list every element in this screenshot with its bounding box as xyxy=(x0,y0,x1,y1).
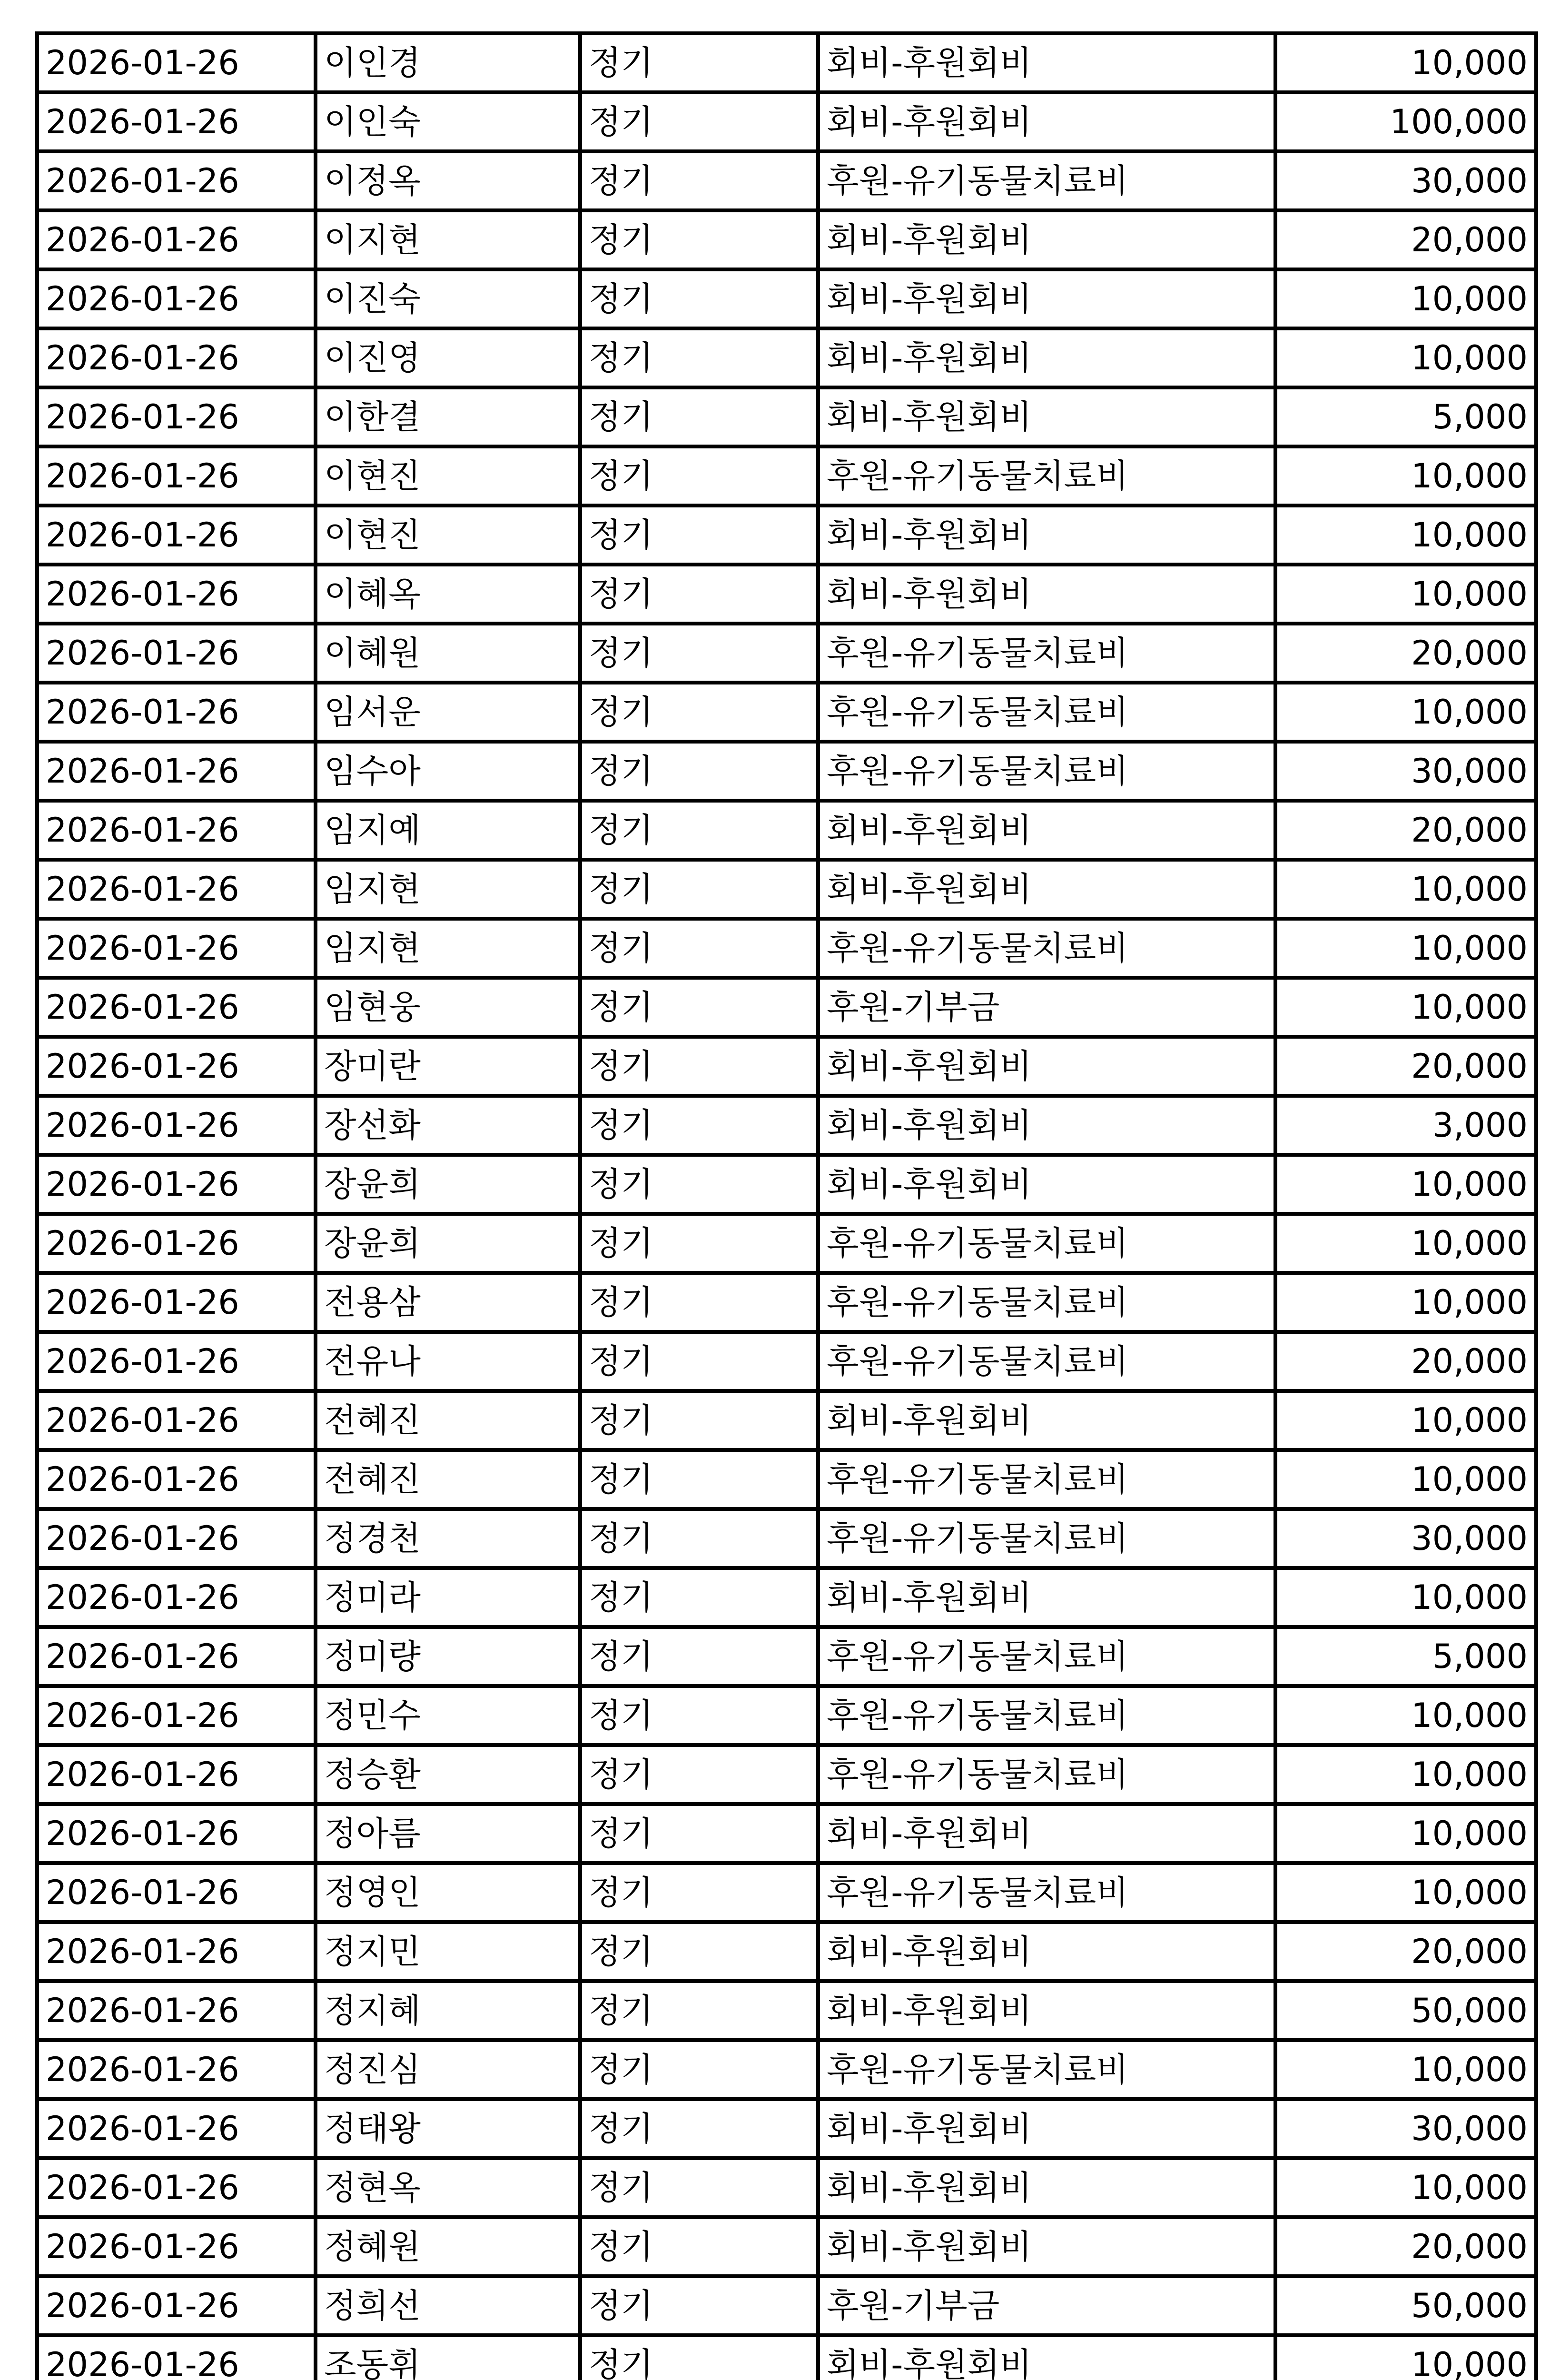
donor-name-cell: 임지예 xyxy=(316,801,580,860)
category-cell: 후원-유기동물치료비 xyxy=(818,919,1275,978)
category-cell: 후원-유기동물치료비 xyxy=(818,1450,1275,1509)
table-row xyxy=(37,1981,1536,2040)
donation-type-cell: 정기 xyxy=(580,742,818,801)
table-row xyxy=(37,92,1536,151)
donor-name-cell: 정지혜 xyxy=(316,1981,580,2040)
date-cell: 2026-01-26 xyxy=(37,565,316,624)
amount-cell: 5,000 xyxy=(1275,387,1536,446)
donor-name-cell: 이혜원 xyxy=(316,624,580,683)
donation-type-cell: 정기 xyxy=(580,446,818,506)
category-cell: 회비-후원회비 xyxy=(818,801,1275,860)
amount-cell: 3,000 xyxy=(1275,1096,1536,1155)
date-cell: 2026-01-26 xyxy=(37,860,316,919)
amount-cell: 10,000 xyxy=(1275,1568,1536,1627)
date-cell: 2026-01-26 xyxy=(37,1981,316,2040)
category-cell: 후원-유기동물치료비 xyxy=(818,446,1275,506)
category-cell: 회비-후원회비 xyxy=(818,1037,1275,1096)
date-cell: 2026-01-26 xyxy=(37,1686,316,1745)
category-cell: 회비-후원회비 xyxy=(818,328,1275,387)
amount-cell: 10,000 xyxy=(1275,2158,1536,2217)
donor-name-cell: 조동휘 xyxy=(316,2335,580,2380)
donation-type-cell: 정기 xyxy=(580,151,818,210)
category-cell: 후원-유기동물치료비 xyxy=(818,1686,1275,1745)
table-row xyxy=(37,1509,1536,1568)
date-cell: 2026-01-26 xyxy=(37,33,316,92)
date-cell: 2026-01-26 xyxy=(37,683,316,742)
date-cell: 2026-01-26 xyxy=(37,1391,316,1450)
donation-type-cell: 정기 xyxy=(580,1037,818,1096)
donor-name-cell: 장윤희 xyxy=(316,1155,580,1214)
donation-type-cell: 정기 xyxy=(580,624,818,683)
table-row xyxy=(37,683,1536,742)
table-row xyxy=(37,328,1536,387)
category-cell: 후원-유기동물치료비 xyxy=(818,151,1275,210)
date-cell: 2026-01-26 xyxy=(37,1922,316,1981)
amount-cell: 30,000 xyxy=(1275,151,1536,210)
date-cell: 2026-01-26 xyxy=(37,624,316,683)
amount-cell: 50,000 xyxy=(1275,2276,1536,2335)
amount-cell: 10,000 xyxy=(1275,1686,1536,1745)
table-row xyxy=(37,151,1536,210)
donor-name-cell: 이한결 xyxy=(316,387,580,446)
donor-name-cell: 정경천 xyxy=(316,1509,580,1568)
date-cell: 2026-01-26 xyxy=(37,1155,316,1214)
category-cell: 후원-유기동물치료비 xyxy=(818,1214,1275,1273)
donor-name-cell: 이혜옥 xyxy=(316,565,580,624)
donation-type-cell: 정기 xyxy=(580,2158,818,2217)
date-cell: 2026-01-26 xyxy=(37,506,316,565)
table-row xyxy=(37,1391,1536,1450)
date-cell: 2026-01-26 xyxy=(37,742,316,801)
donor-name-cell: 전용삼 xyxy=(316,1273,580,1332)
donation-type-cell: 정기 xyxy=(580,565,818,624)
date-cell: 2026-01-26 xyxy=(37,2335,316,2380)
date-cell: 2026-01-26 xyxy=(37,2099,316,2158)
table-row xyxy=(37,2335,1536,2380)
donor-name-cell: 장선화 xyxy=(316,1096,580,1155)
amount-cell: 10,000 xyxy=(1275,1273,1536,1332)
donation-type-cell: 정기 xyxy=(580,2217,818,2276)
table-row xyxy=(37,2217,1536,2276)
donor-name-cell: 정진심 xyxy=(316,2040,580,2099)
table-row xyxy=(37,1450,1536,1509)
donation-type-cell: 정기 xyxy=(580,1627,818,1686)
table-row xyxy=(37,1745,1536,1804)
donation-type-cell: 정기 xyxy=(580,978,818,1037)
donor-name-cell: 정미라 xyxy=(316,1568,580,1627)
donation-type-cell: 정기 xyxy=(580,269,818,328)
donor-name-cell: 이인경 xyxy=(316,33,580,92)
date-cell: 2026-01-26 xyxy=(37,1745,316,1804)
date-cell: 2026-01-26 xyxy=(37,2217,316,2276)
donation-type-cell: 정기 xyxy=(580,1096,818,1155)
table-row xyxy=(37,1804,1536,1863)
date-cell: 2026-01-26 xyxy=(37,919,316,978)
amount-cell: 10,000 xyxy=(1275,1214,1536,1273)
donation-type-cell: 정기 xyxy=(580,1214,818,1273)
donor-name-cell: 정영인 xyxy=(316,1863,580,1922)
category-cell: 회비-후원회비 xyxy=(818,506,1275,565)
donor-name-cell: 임지현 xyxy=(316,860,580,919)
amount-cell: 20,000 xyxy=(1275,801,1536,860)
category-cell: 회비-후원회비 xyxy=(818,860,1275,919)
donation-type-cell: 정기 xyxy=(580,1804,818,1863)
category-cell: 후원-유기동물치료비 xyxy=(818,1745,1275,1804)
category-cell: 회비-후원회비 xyxy=(818,1155,1275,1214)
category-cell: 회비-후원회비 xyxy=(818,2158,1275,2217)
table-row xyxy=(37,2158,1536,2217)
donor-name-cell: 장미란 xyxy=(316,1037,580,1096)
amount-cell: 20,000 xyxy=(1275,1332,1536,1391)
table-row xyxy=(37,1686,1536,1745)
donation-type-cell: 정기 xyxy=(580,387,818,446)
amount-cell: 20,000 xyxy=(1275,1922,1536,1981)
table-row xyxy=(37,565,1536,624)
amount-cell: 10,000 xyxy=(1275,860,1536,919)
donation-type-cell: 정기 xyxy=(580,2099,818,2158)
amount-cell: 20,000 xyxy=(1275,2217,1536,2276)
amount-cell: 30,000 xyxy=(1275,1509,1536,1568)
donation-type-cell: 정기 xyxy=(580,1332,818,1391)
date-cell: 2026-01-26 xyxy=(37,2040,316,2099)
amount-cell: 10,000 xyxy=(1275,683,1536,742)
donor-name-cell: 정희선 xyxy=(316,2276,580,2335)
donor-name-cell: 이인숙 xyxy=(316,92,580,151)
date-cell: 2026-01-26 xyxy=(37,1096,316,1155)
category-cell: 회비-후원회비 xyxy=(818,210,1275,269)
date-cell: 2026-01-26 xyxy=(37,801,316,860)
category-cell: 후원-유기동물치료비 xyxy=(818,1863,1275,1922)
amount-cell: 20,000 xyxy=(1275,210,1536,269)
category-cell: 회비-후원회비 xyxy=(818,565,1275,624)
amount-cell: 5,000 xyxy=(1275,1627,1536,1686)
amount-cell: 10,000 xyxy=(1275,565,1536,624)
donation-type-cell: 정기 xyxy=(580,2040,818,2099)
table-row xyxy=(37,1568,1536,1627)
donation-type-cell: 정기 xyxy=(580,210,818,269)
donor-name-cell: 임현웅 xyxy=(316,978,580,1037)
date-cell: 2026-01-26 xyxy=(37,1863,316,1922)
donation-type-cell: 정기 xyxy=(580,683,818,742)
donor-name-cell: 정민수 xyxy=(316,1686,580,1745)
donation-type-cell: 정기 xyxy=(580,919,818,978)
table-row xyxy=(37,860,1536,919)
table-row xyxy=(37,919,1536,978)
donation-type-cell: 정기 xyxy=(580,1509,818,1568)
category-cell: 후원-유기동물치료비 xyxy=(818,742,1275,801)
amount-cell: 10,000 xyxy=(1275,2040,1536,2099)
category-cell: 후원-유기동물치료비 xyxy=(818,1509,1275,1568)
category-cell: 후원-유기동물치료비 xyxy=(818,1627,1275,1686)
amount-cell: 30,000 xyxy=(1275,2099,1536,2158)
amount-cell: 10,000 xyxy=(1275,1391,1536,1450)
amount-cell: 100,000 xyxy=(1275,92,1536,151)
date-cell: 2026-01-26 xyxy=(37,1037,316,1096)
date-cell: 2026-01-26 xyxy=(37,1214,316,1273)
donation-type-cell: 정기 xyxy=(580,1450,818,1509)
date-cell: 2026-01-26 xyxy=(37,210,316,269)
date-cell: 2026-01-26 xyxy=(37,446,316,506)
amount-cell: 10,000 xyxy=(1275,1745,1536,1804)
category-cell: 회비-후원회비 xyxy=(818,1096,1275,1155)
amount-cell: 10,000 xyxy=(1275,1155,1536,1214)
donor-name-cell: 정아름 xyxy=(316,1804,580,1863)
donation-type-cell: 정기 xyxy=(580,1391,818,1450)
table-row xyxy=(37,1922,1536,1981)
donor-name-cell: 정태왕 xyxy=(316,2099,580,2158)
table-row xyxy=(37,1627,1536,1686)
amount-cell: 10,000 xyxy=(1275,506,1536,565)
donor-name-cell: 정승환 xyxy=(316,1745,580,1804)
category-cell: 후원-유기동물치료비 xyxy=(818,1332,1275,1391)
donation-type-cell: 정기 xyxy=(580,1155,818,1214)
table-row xyxy=(37,2040,1536,2099)
date-cell: 2026-01-26 xyxy=(37,1509,316,1568)
amount-cell: 10,000 xyxy=(1275,446,1536,506)
table-row xyxy=(37,1037,1536,1096)
date-cell: 2026-01-26 xyxy=(37,1627,316,1686)
donation-type-cell: 정기 xyxy=(580,2335,818,2380)
donor-name-cell: 이현진 xyxy=(316,506,580,565)
donation-type-cell: 정기 xyxy=(580,1863,818,1922)
table-row xyxy=(37,1155,1536,1214)
table-row xyxy=(37,446,1536,506)
table-row xyxy=(37,2276,1536,2335)
date-cell: 2026-01-26 xyxy=(37,387,316,446)
date-cell: 2026-01-26 xyxy=(37,1804,316,1863)
donation-type-cell: 정기 xyxy=(580,1922,818,1981)
donation-ledger-table xyxy=(35,31,1538,2380)
date-cell: 2026-01-26 xyxy=(37,2276,316,2335)
table-row xyxy=(37,978,1536,1037)
category-cell: 후원-기부금 xyxy=(818,2276,1275,2335)
amount-cell: 20,000 xyxy=(1275,624,1536,683)
donor-name-cell: 이지현 xyxy=(316,210,580,269)
amount-cell: 10,000 xyxy=(1275,33,1536,92)
donation-type-cell: 정기 xyxy=(580,860,818,919)
table-row xyxy=(37,1332,1536,1391)
category-cell: 회비-후원회비 xyxy=(818,269,1275,328)
category-cell: 후원-유기동물치료비 xyxy=(818,624,1275,683)
donor-name-cell: 전유나 xyxy=(316,1332,580,1391)
donation-type-cell: 정기 xyxy=(580,1981,818,2040)
table-row xyxy=(37,387,1536,446)
category-cell: 회비-후원회비 xyxy=(818,1981,1275,2040)
amount-cell: 10,000 xyxy=(1275,2335,1536,2380)
table-row xyxy=(37,624,1536,683)
category-cell: 후원-유기동물치료비 xyxy=(818,1273,1275,1332)
donor-name-cell: 이정옥 xyxy=(316,151,580,210)
ledger-body xyxy=(37,33,1536,2380)
table-row xyxy=(37,1863,1536,1922)
donor-name-cell: 임수아 xyxy=(316,742,580,801)
donor-name-cell: 전혜진 xyxy=(316,1391,580,1450)
category-cell: 회비-후원회비 xyxy=(818,387,1275,446)
donation-type-cell: 정기 xyxy=(580,1745,818,1804)
date-cell: 2026-01-26 xyxy=(37,269,316,328)
table-row xyxy=(37,1096,1536,1155)
donation-type-cell: 정기 xyxy=(580,1686,818,1745)
table-row xyxy=(37,1273,1536,1332)
donation-type-cell: 정기 xyxy=(580,92,818,151)
donation-type-cell: 정기 xyxy=(580,506,818,565)
donor-name-cell: 임지현 xyxy=(316,919,580,978)
donor-name-cell: 이진영 xyxy=(316,328,580,387)
amount-cell: 50,000 xyxy=(1275,1981,1536,2040)
category-cell: 회비-후원회비 xyxy=(818,33,1275,92)
date-cell: 2026-01-26 xyxy=(37,151,316,210)
table-row xyxy=(37,1214,1536,1273)
table-row xyxy=(37,506,1536,565)
donation-type-cell: 정기 xyxy=(580,33,818,92)
amount-cell: 30,000 xyxy=(1275,742,1536,801)
donation-type-cell: 정기 xyxy=(580,328,818,387)
date-cell: 2026-01-26 xyxy=(37,1332,316,1391)
donor-name-cell: 임서운 xyxy=(316,683,580,742)
date-cell: 2026-01-26 xyxy=(37,92,316,151)
donor-name-cell: 이현진 xyxy=(316,446,580,506)
category-cell: 회비-후원회비 xyxy=(818,2335,1275,2380)
donor-name-cell: 정혜원 xyxy=(316,2217,580,2276)
amount-cell: 10,000 xyxy=(1275,328,1536,387)
category-cell: 후원-유기동물치료비 xyxy=(818,683,1275,742)
donor-name-cell: 정현옥 xyxy=(316,2158,580,2217)
category-cell: 회비-후원회비 xyxy=(818,1568,1275,1627)
table-row xyxy=(37,33,1536,92)
donation-type-cell: 정기 xyxy=(580,1568,818,1627)
table-row xyxy=(37,2099,1536,2158)
donation-type-cell: 정기 xyxy=(580,801,818,860)
amount-cell: 20,000 xyxy=(1275,1037,1536,1096)
table-row xyxy=(37,742,1536,801)
amount-cell: 10,000 xyxy=(1275,269,1536,328)
category-cell: 회비-후원회비 xyxy=(818,92,1275,151)
amount-cell: 10,000 xyxy=(1275,978,1536,1037)
table-row xyxy=(37,801,1536,860)
category-cell: 회비-후원회비 xyxy=(818,2099,1275,2158)
category-cell: 회비-후원회비 xyxy=(818,1391,1275,1450)
amount-cell: 10,000 xyxy=(1275,1804,1536,1863)
category-cell: 회비-후원회비 xyxy=(818,2217,1275,2276)
category-cell: 회비-후원회비 xyxy=(818,1804,1275,1863)
amount-cell: 10,000 xyxy=(1275,1450,1536,1509)
date-cell: 2026-01-26 xyxy=(37,2158,316,2217)
date-cell: 2026-01-26 xyxy=(37,1450,316,1509)
donor-name-cell: 정미량 xyxy=(316,1627,580,1686)
date-cell: 2026-01-26 xyxy=(37,1568,316,1627)
donor-name-cell: 이진숙 xyxy=(316,269,580,328)
category-cell: 회비-후원회비 xyxy=(818,1922,1275,1981)
amount-cell: 10,000 xyxy=(1275,919,1536,978)
date-cell: 2026-01-26 xyxy=(37,978,316,1037)
category-cell: 후원-기부금 xyxy=(818,978,1275,1037)
amount-cell: 10,000 xyxy=(1275,1863,1536,1922)
category-cell: 후원-유기동물치료비 xyxy=(818,2040,1275,2099)
date-cell: 2026-01-26 xyxy=(37,1273,316,1332)
date-cell: 2026-01-26 xyxy=(37,328,316,387)
table-row xyxy=(37,210,1536,269)
donation-type-cell: 정기 xyxy=(580,2276,818,2335)
table-row xyxy=(37,269,1536,328)
donor-name-cell: 정지민 xyxy=(316,1922,580,1981)
donation-type-cell: 정기 xyxy=(580,1273,818,1332)
donor-name-cell: 전혜진 xyxy=(316,1450,580,1509)
donor-name-cell: 장윤희 xyxy=(316,1214,580,1273)
